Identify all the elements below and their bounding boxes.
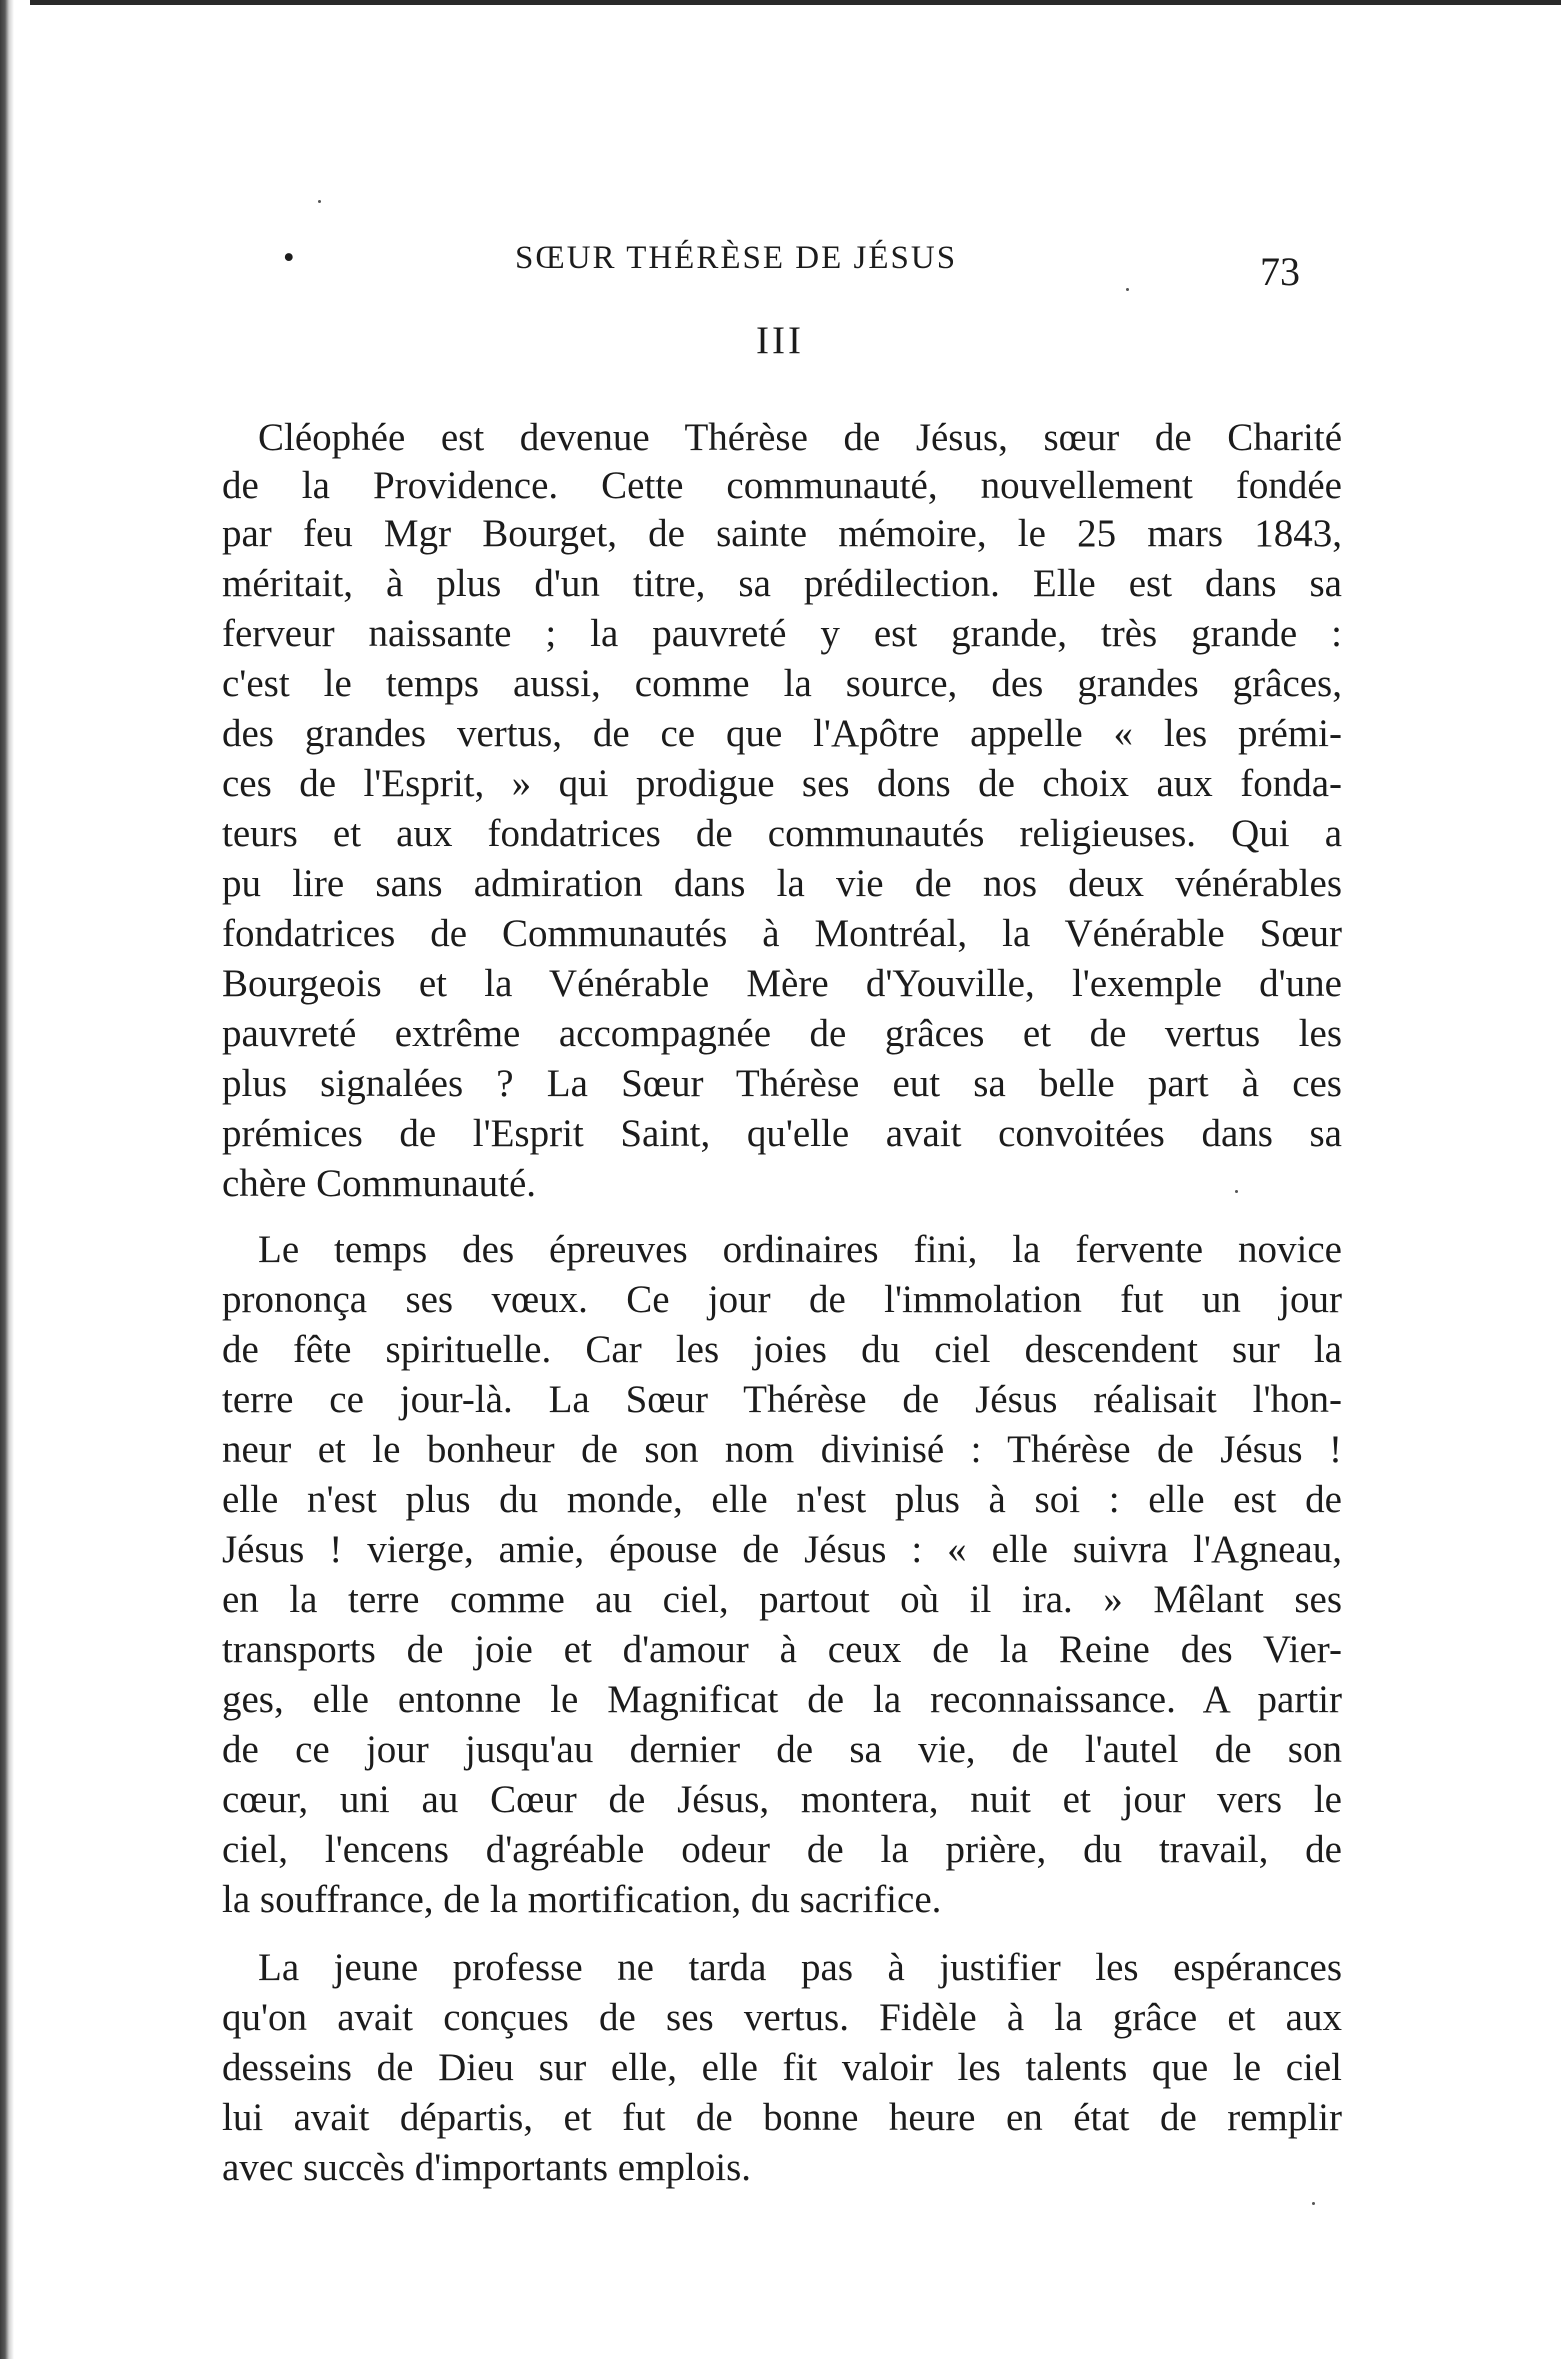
scan-speck [1235,1190,1238,1193]
text-line: neur et le bonheur de son nom divinisé : Thérèse de Jésus ! [222,1428,1342,1471]
text-line: de ce jour jusqu'au dernier de sa vie, de l'autel de son [222,1728,1342,1771]
text-line: chère Communauté. [222,1162,537,1205]
text-line: lui avait départis, et fut de bonne heure en état de remplir [222,2096,1342,2139]
text-line: avec succès d'importants emplois. [222,2146,752,2189]
text-line: c'est le temps aussi, comme la source, des grandes grâces, [222,662,1342,705]
section-number: III [756,319,804,362]
text-line: ces de l'Esprit, » qui prodigue ses dons de choix aux fonda- [222,762,1342,805]
scan-speck [1126,288,1129,291]
running-title: SŒUR THÉRÈSE DE JÉSUS [515,240,958,276]
page-top-edge [30,0,1561,5]
text-line: en la terre comme au ciel, partout où il ira. » Mêlant ses [222,1578,1342,1621]
text-line: pauvreté extrême accompagnée de grâces et de vertus les [222,1012,1342,1055]
text-line: ges, elle entonne le Magnificat de la reconnaissance. A partir [222,1678,1342,1721]
scan-speck [318,200,321,203]
text-line: terre ce jour-là. La Sœur Thérèse de Jésus réalisait l'hon- [222,1378,1342,1421]
header-bullet: • [283,240,295,276]
text-line: la souffrance, de la mortification, du sacrifice. [222,1878,942,1921]
text-line: Cléophée est devenue Thérèse de Jésus, sœur de Charité [258,416,1342,459]
text-line: Le temps des épreuves ordinaires fini, la fervente novice [258,1228,1342,1271]
text-line: qu'on avait conçues de ses vertus. Fidèle à la grâce et aux [222,1996,1342,2039]
page-number: 73 [1260,249,1300,294]
text-line: par feu Mgr Bourget, de sainte mémoire, le 25 mars 1843, [222,512,1342,555]
text-line: Jésus ! vierge, amie, épouse de Jésus : « elle suivra l'Agneau, [222,1528,1342,1571]
text-line: desseins de Dieu sur elle, elle fit valoir les talents que le ciel [222,2046,1342,2089]
text-line: La jeune professe ne tarda pas à justifier les espérances [258,1946,1342,1989]
scan-speck [1312,2202,1315,2205]
text-line: fondatrices de Communautés à Montréal, la Vénérable Sœur [222,912,1342,955]
text-line: méritait, à plus d'un titre, sa prédilection. Elle est dans sa [222,562,1342,605]
text-line: plus signalées ? La Sœur Thérèse eut sa belle part à ces [222,1062,1342,1105]
text-line: cœur, uni au Cœur de Jésus, montera, nuit et jour vers le [222,1778,1342,1821]
text-line: pu lire sans admiration dans la vie de nos deux vénérables [222,862,1342,905]
text-line: prononça ses vœux. Ce jour de l'immolation fut un jour [222,1278,1342,1321]
text-line: prémices de l'Esprit Saint, qu'elle avait convoitées dans sa [222,1112,1342,1155]
text-line: ciel, l'encens d'agréable odeur de la prière, du travail, de [222,1828,1342,1871]
text-line: Bourgeois et la Vénérable Mère d'Youville, l'exemple d'une [222,962,1342,1005]
text-line: ferveur naissante ; la pauvreté y est grande, très grande : [222,612,1342,655]
text-line: transports de joie et d'amour à ceux de la Reine des Vier- [222,1628,1342,1671]
page-binding-edge [0,0,16,2359]
text-line: teurs et aux fondatrices de communautés religieuses. Qui a [222,812,1342,855]
text-line: elle n'est plus du monde, elle n'est plus à soi : elle est de [222,1478,1342,1521]
text-line: de la Providence. Cette communauté, nouvellement fondée [222,464,1342,507]
text-line: de fête spirituelle. Car les joies du ciel descendent sur la [222,1328,1342,1371]
text-line: des grandes vertus, de ce que l'Apôtre appelle « les prémi- [222,712,1342,755]
